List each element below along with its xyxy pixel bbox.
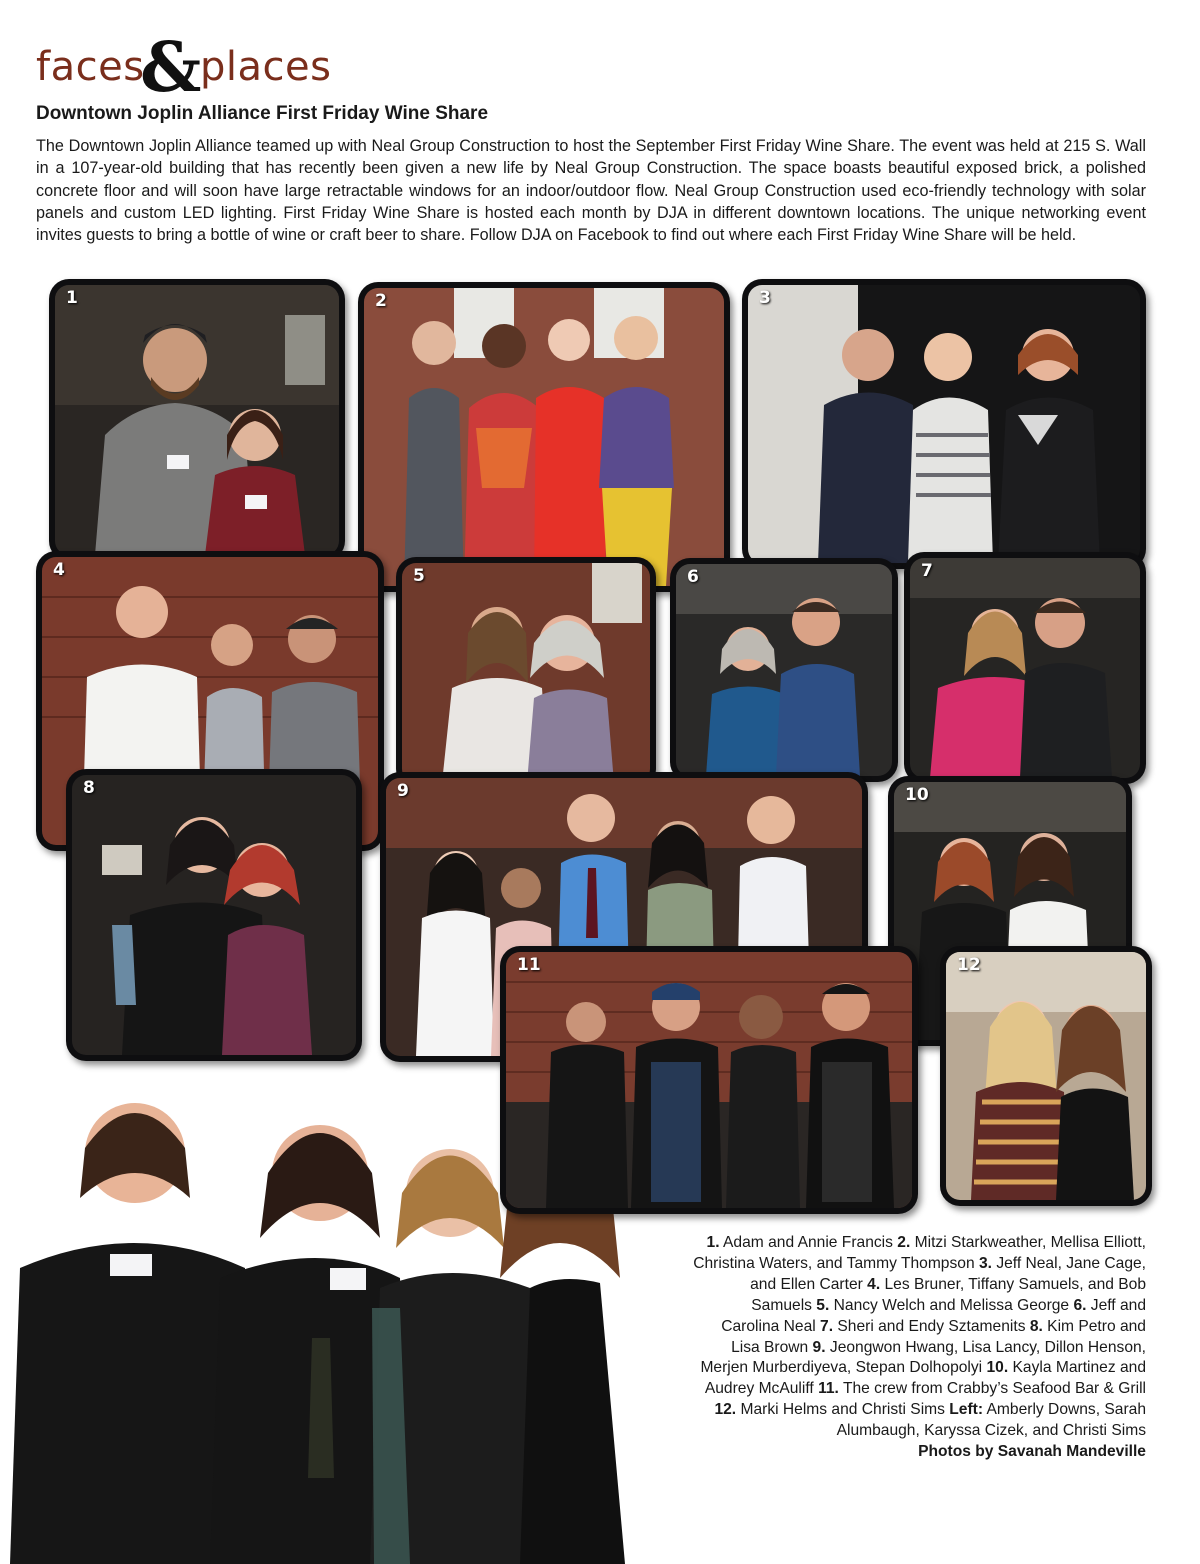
photo-number: 1 (66, 288, 78, 308)
photo-2 (358, 282, 730, 592)
photo-number: 12 (957, 955, 981, 975)
caption-number: 7. (820, 1317, 834, 1335)
caption-text: Mitzi Starkweather, Mellisa Elliott, Christina Waters, and Tammy Thompson (693, 1234, 1146, 1272)
photo-captions (690, 1233, 1146, 1463)
photo-6 (670, 558, 898, 782)
caption-text: Jeongwon Hwang, Lisa Lancy, Dillon Henson, Merjen Murberdiyeva, Stepan Dolhopolyi (700, 1338, 1146, 1377)
caption-item (816, 1297, 1073, 1314)
photo-3 (742, 279, 1146, 569)
masthead-word-places: places (200, 44, 332, 90)
caption-text: Nancy Welch and Melissa George (829, 1296, 1074, 1314)
photo-image (748, 285, 1140, 563)
photo-number: 4 (53, 560, 65, 580)
caption-number: Left: (949, 1401, 984, 1419)
photo-5 (396, 557, 656, 789)
photo-number: 8 (83, 778, 95, 798)
caption-number: 1. (706, 1234, 720, 1251)
masthead-logo (36, 28, 356, 108)
caption-number: 8. (1029, 1317, 1043, 1335)
photo-1 (49, 279, 345, 561)
photo-image (402, 563, 650, 783)
photo-number: 6 (687, 567, 699, 587)
photo-number: 7 (921, 561, 933, 581)
photo-7 (904, 552, 1146, 784)
photo-number: 9 (397, 781, 409, 801)
caption-text: Marki Helms and Christi Sims (736, 1401, 950, 1419)
photo-number: 2 (375, 291, 387, 311)
photo-image (946, 952, 1146, 1200)
article-intro: The Downtown Joplin Alliance teamed up with Neal Group Construction to host the September First Friday Wine Share. The event was held at 215 S. Wall in a 107-year-old building that has recently been given a new life by Neal Group Construction. The space boasts beautiful exposed brick, a polished concrete floor and will soon have large retractable windows for an indoor/outdoor flow. Neal Group Construction used eco-friendly technology with solar panels and custom LED lighting. First Friday Wine Share is hosted each month by DJA in different downtown locations. The unique networking event invites guests to bring a bottle of wine or craft beer to share. Follow DJA on Facebook to find out where each First Friday Wine Share will be held. (36, 137, 1146, 245)
caption-item (714, 1401, 949, 1418)
caption-number: 6. (1073, 1296, 1087, 1314)
photo-image (910, 558, 1140, 778)
caption-text: Jeff and Carolina Neal (721, 1296, 1146, 1335)
photo-image (506, 952, 912, 1208)
caption-text: Amberly Downs, Sarah Alumbaugh, Karyssa Cizek, and Christi Sims (836, 1401, 1146, 1440)
photo-image (676, 564, 892, 776)
caption-text: Les Bruner, Tiffany Samuels, and Bob Samuels (751, 1275, 1146, 1314)
caption-item (707, 1234, 898, 1251)
photo-number: 5 (413, 566, 425, 586)
caption-number: 9. (812, 1338, 826, 1356)
caption-number: 2. (897, 1234, 911, 1251)
caption-number: 11. (818, 1380, 839, 1398)
photo-12 (940, 946, 1152, 1206)
photo-11 (500, 946, 918, 1214)
photo-number: 11 (517, 955, 541, 975)
caption-text: Adam and Annie Francis (719, 1234, 898, 1251)
photo-number: 3 (759, 288, 771, 308)
article-headline: Downtown Joplin Alliance First Friday Wine Share (36, 103, 489, 124)
caption-item (818, 1380, 1146, 1397)
caption-item (820, 1318, 1030, 1335)
caption-text: Jeff Neal, Jane Cage, and Ellen Carter (750, 1254, 1146, 1293)
photo-credit: Photos by Savanah Mandeville (918, 1443, 1146, 1461)
masthead-word-faces: faces (36, 44, 145, 90)
photo-image (72, 775, 356, 1055)
caption-number: 12. (714, 1401, 737, 1419)
caption-number: 4. (867, 1275, 881, 1293)
caption-number: 5. (816, 1296, 830, 1314)
photo-image (364, 288, 724, 586)
photo-image (55, 285, 339, 555)
masthead-ampersand: & (140, 28, 202, 108)
caption-text: Kim Petro and Lisa Brown (731, 1317, 1146, 1356)
photo-8 (66, 769, 362, 1061)
caption-text: The crew from Crabby’s Seafood Bar & Grill (838, 1380, 1146, 1398)
caption-text: Kayla Martinez and Audrey McAuliff (704, 1359, 1146, 1398)
caption-number: 10. (986, 1359, 1009, 1377)
caption-number: 3. (978, 1254, 992, 1272)
photo-number: 10 (905, 785, 929, 805)
caption-text: Sheri and Endy Sztamenits (833, 1317, 1030, 1335)
